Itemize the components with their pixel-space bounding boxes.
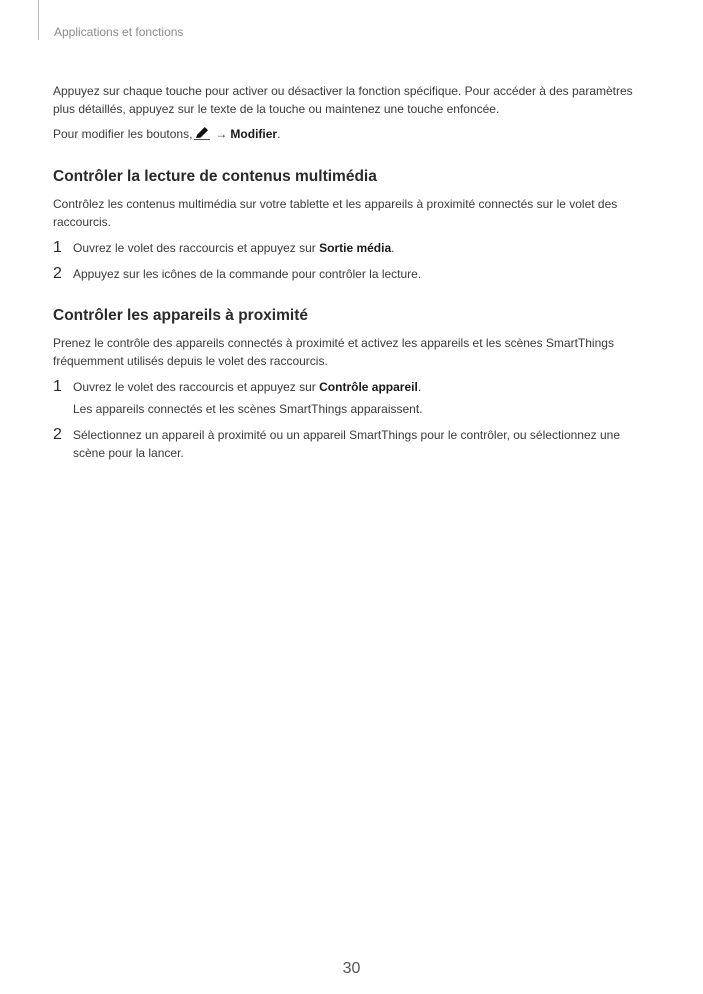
step-subtext: Les appareils connectés et les scènes SmartThings apparaissent.: [73, 402, 423, 416]
header-divider: [38, 0, 39, 40]
step-text: Sélectionnez un appareil à proximité ou un appareil SmartThings pour le contrôler, ou sélectionnez une scène pour la lancer.: [73, 428, 620, 460]
modify-prefix: Pour modifier les boutons,: [53, 127, 193, 141]
step-number: 1: [53, 239, 62, 256]
step-suffix: .: [417, 380, 422, 394]
page-number: 30: [342, 960, 361, 977]
page-content: [53, 82, 653, 462]
step-item: [53, 265, 653, 283]
step-text: Ouvrez le volet des raccourcis et appuyez sur: [73, 380, 316, 394]
step-number: 2: [53, 426, 62, 443]
arrow-glyph: →: [215, 127, 228, 141]
intro-paragraph: Appuyez sur chaque touche pour activer ou désactiver la fonction spécifique. Pour accéder à des paramètres plus détaillés, appuyez sur le texte de la touche ou maintenez une touche enfoncée.: [53, 84, 633, 116]
section-title-multimedia: Contrôler la lecture de contenus multimédia: [53, 168, 377, 185]
step-bold-term: Sortie média: [319, 241, 392, 255]
modify-instruction: [53, 125, 653, 143]
header-title: Applications et fonctions: [54, 25, 184, 39]
step-number: 1: [53, 378, 62, 395]
step-item: [53, 426, 653, 462]
modify-suffix: .: [277, 127, 281, 141]
section-title-nearby-devices: Contrôler les appareils à proximité: [53, 307, 308, 324]
step-text: Ouvrez le volet des raccourcis et appuyez sur: [73, 241, 316, 255]
step-item: [53, 239, 653, 257]
step-number: 2: [53, 265, 62, 282]
step-bold-term: Contrôle appareil: [319, 380, 418, 394]
step-suffix: .: [391, 241, 395, 255]
section-intro-multimedia: Contrôlez les contenus multimédia sur votre tablette et les appareils à proximité connectés sur le volet des raccourcis.: [53, 197, 618, 229]
modify-label: Modifier: [230, 127, 278, 141]
section-intro-nearby-devices: Prenez le contrôle des appareils connectés à proximité et activez les appareils et les scènes SmartThings fréquemment utilisés depuis le volet des raccourcis.: [53, 336, 614, 368]
pencil-icon: [193, 126, 211, 140]
step-item: [53, 378, 653, 418]
step-text: Appuyez sur les icônes de la commande pour contrôler la lecture.: [73, 267, 422, 281]
